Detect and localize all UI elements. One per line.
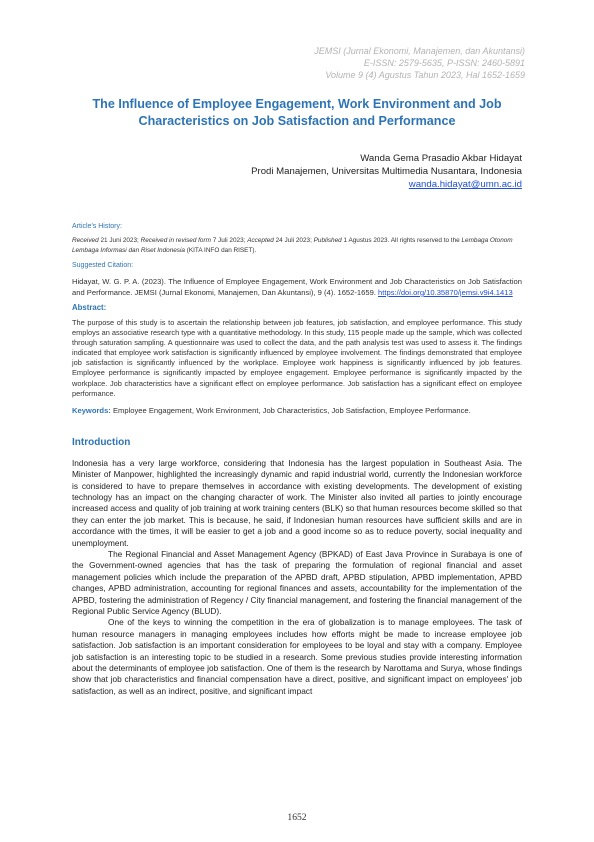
keywords-text: Employee Engagement, Work Environment, Job Characteristics, Job Satisfaction, Employee Performance. <box>112 405 471 415</box>
rights-holder: Lembaga Otonom Lembaga Informasi dan Riset Indonesia <box>72 237 513 254</box>
introduction-paragraph-3: One of the keys to winning the competition in the era of globalization is to manage employees. The task of human resource managers in managing employees includes how efforts might be made to increase employee job satisfaction. Job satisfaction is an important consideration for employees to be loyal and stay with a company. Employee job satisfaction is an interesting topic to be studied in a research. Some previous studies provide interesting information about the determinants of employee job satisfaction. One of them is the research by Narottama and Surya, whose findings show that job characteristics and financial compensation have a direct, positive, and significant impact on employees' job satisfaction, as well as an indirect, positive, and significant impact <box>72 617 522 696</box>
author-affiliation: Prodi Manajemen, Universitas Multimedia Nusantara, Indonesia <box>251 166 522 177</box>
abstract-text: The purpose of this study is to ascertain the relationship between job features, job satisfaction, and employee performance. This study employs an associative research type with a quantitative methodology. In this study, 115 people made up the sample, which was collected through saturation sampling. A questionnaire was used to collect the data, and the path analysis test was used to assess it. The findings indicated that employee work satisfaction is significantly influenced by employee involvement. The findings demonstrated that employee job satisfaction is significantly influenced by the workplace. Employee work happiness is significantly influenced by job features. Employee performance is significantly impacted by employee engagement. Employee performance is significantly impacted by the workplace. Job characteristics have a significant effect on employee performance. Job satisfaction has a significant effect on employee performance. <box>72 318 522 398</box>
revised-label: Received in revised form <box>140 237 211 244</box>
journal-volume: Volume 9 (4) Agustus Tahun 2023, Hal 1652-1659 <box>325 70 525 80</box>
keywords <box>72 405 522 416</box>
author-email-link[interactable]: wanda.hidayat@umn.ac.id <box>408 179 522 190</box>
introduction-paragraph-1: Indonesia has a very large workforce, considering that Indonesia has the largest population in Southeast Asia. The Minister of Manpower, highlighted the increasingly dynamic and rapid industrial world, currently the Indonesian workforce is considered to have to prepare themselves in accordance with existing developments. The development of existing technology has an impact on the changing character of work. The Minister also invited all parties to jointly encourage increased access and quality of job training at work training centers (BLK) so that human resources become skilled so that they can enter the job market. This is because, he said, if Indonesian human resources have sufficient skills and are in accordance with the times, it will be easier to get a job and a good income so as to reduce poverty, social inequality and unemployment. <box>72 457 522 548</box>
introduction-paragraph-2: The Regional Financial and Asset Management Agency (BPKAD) of East Java Province in Surabaya is one of the Government-owned agencies that has the task of preparing the formulation of regional financial and asset management policies which include the preparation of the APBD draft, APBD stipulation, APBD implementation, APBD changes, APBD administration, accounting for regional finances and assets, accountability for the implementation of the APBD, fostering the administration of Regency / City financial management, and fostering the financial management of the Regional Public Service Agency (BLUD). <box>72 549 522 617</box>
received-label: Received <box>72 237 99 244</box>
doi-link[interactable]: https://doi.org/10.35870/jemsi.v9i4.1413 <box>378 288 513 297</box>
accepted-label: Accepted <box>247 237 274 244</box>
title-line-1: The Influence of Employee Engagement, Work Environment and Job <box>92 97 502 111</box>
title-line-2: Characteristics on Job Satisfaction and Performance <box>138 114 456 128</box>
introduction-heading: Introduction <box>72 436 131 448</box>
author-block <box>251 152 522 191</box>
published-label: Published <box>313 237 342 244</box>
citation-text: Hidayat, W. G. P. A. (2023). The Influence of Employee Engagement, Work Environment and Job Characteristics on Job Satisfaction and Performance. JEMSI (Jurnal Ekonomi, Manajemen, Dan Akuntansi), 9 (4). 1652-1659. https://doi.org/10.35870/jemsi.v9i4.1413 <box>72 277 522 297</box>
page-number: 1652 <box>287 812 307 823</box>
paper-title <box>60 96 534 130</box>
history-text: Received 21 Juni 2023; Received in revised form 7 Juli 2023; Accepted 24 Juli 2023; Published 1 Agustus 2023. All rights reserved to the Lembaga Otonom Lembaga Informasi dan Riset Indonesia (KITA INFO dan RISET). <box>72 237 513 254</box>
abstract-label: Abstract: <box>72 303 107 312</box>
article-info <box>72 222 522 697</box>
journal-issn: E-ISSN: 2579-5635, P-ISSN: 2460-5891 <box>363 58 525 68</box>
citation-label: Suggested Citation: <box>72 262 134 269</box>
keywords-label: Keywords: <box>72 405 111 415</box>
journal-header <box>314 45 525 81</box>
journal-name: JEMSI (Jurnal Ekonomi, Manajemen, dan Akuntansi) <box>314 46 525 56</box>
author-name: Wanda Gema Prasadio Akbar Hidayat <box>360 153 522 164</box>
history-label: Article's History: <box>72 223 122 230</box>
